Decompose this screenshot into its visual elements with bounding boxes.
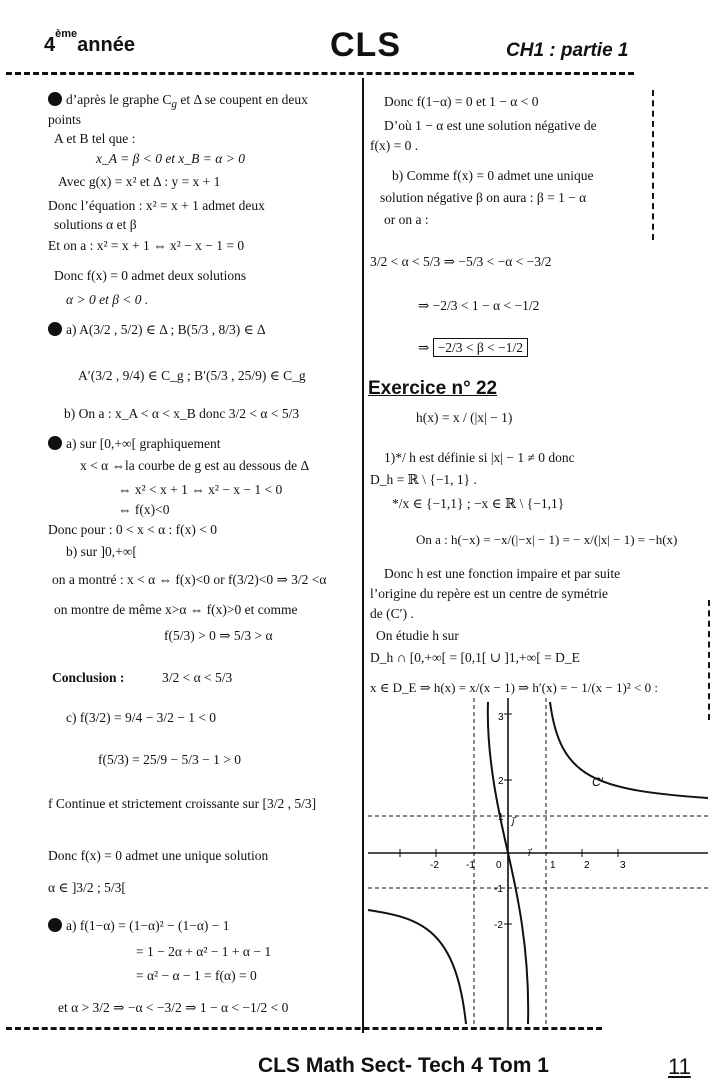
grade-label: 4èmeannée bbox=[44, 28, 135, 56]
math-line: D_h = ℝ \ {−1, 1} . bbox=[370, 472, 477, 487]
x-tick-label: -1 bbox=[466, 860, 475, 871]
math-line: On a : h(−x) = −x/(|−x| − 1) = − x/(|x| − 1) = −h(x) bbox=[416, 532, 678, 547]
text-line: on a montré : x < α ⇔ f(x)<0 or f(3/2)<0 ⇒ 3/2 <α bbox=[52, 572, 327, 587]
x-tick-label: -2 bbox=[430, 860, 439, 871]
text-line: b) sur ]0,+∞[ bbox=[66, 544, 137, 559]
math-line: D_h ∩ [0,+∞[ = [0,1[ ∪ ]1,+∞[ = D_E bbox=[370, 650, 580, 665]
top-divider bbox=[6, 72, 634, 75]
right-border-top bbox=[652, 90, 654, 240]
math-line: 3/2 < α < 5/3 bbox=[162, 670, 233, 685]
text-line: Avec g(x) = x² et Δ : y = x + 1 bbox=[58, 174, 221, 189]
math-line: x ∈ D_E ⇒ h(x) = x/(x − 1) ⇒ h′(x) = − 1/(x − 1)² < 0 : bbox=[370, 680, 658, 695]
curve-label: C′ bbox=[592, 775, 603, 789]
math-line: ⇒ −2/3 < β < −1/2 bbox=[418, 340, 528, 356]
text-line: a) sur [0,+∞[ graphiquement bbox=[48, 436, 220, 452]
math-line: x_A = β < 0 et x_B = α > 0 bbox=[96, 151, 245, 166]
text-line: points bbox=[48, 112, 82, 127]
text-line: a) A(3/2 , 5/2) ∈ Δ ; B(5/3 , 8/3) ∈ Δ bbox=[48, 322, 266, 338]
math-line: α > 0 et β < 0 . bbox=[66, 292, 149, 307]
math-line: f(5/3) > 0 ⇒ 5/3 > α bbox=[164, 628, 273, 643]
footer-title: CLS Math Sect- Tech 4 Tom 1 bbox=[258, 1054, 549, 1077]
math-line: ⇒ −2/3 < 1 − α < −1/2 bbox=[418, 298, 540, 313]
origin-label: 0 bbox=[496, 860, 502, 871]
text-line: x < α ⇔la courbe de g est au dessous de Δ bbox=[80, 458, 310, 473]
exercise-title: Exercice n° 22 bbox=[368, 378, 498, 399]
math-line: 3/2 < α < 5/3 ⇒ −5/3 < −α < −3/2 bbox=[370, 254, 552, 269]
text-line: b) Comme f(x) = 0 admet une unique bbox=[392, 168, 594, 183]
math-line: ⇔ f(x)<0 bbox=[118, 502, 170, 517]
text-line: de (C′) . bbox=[370, 606, 414, 621]
bullet-icon bbox=[48, 322, 62, 336]
text-line: A et B tel que : bbox=[54, 131, 136, 146]
math-line: α ∈ ]3/2 ; 5/3[ bbox=[48, 880, 126, 895]
text-line: Et on a : x² = x + 1 ⇔ x² − x − 1 = 0 bbox=[48, 238, 245, 253]
brand-title: CLS bbox=[330, 26, 401, 64]
math-line: f(5/3) = 25/9 − 5/3 − 1 > 0 bbox=[98, 752, 241, 767]
text-line: Donc l’équation : x² = x + 1 admet deux bbox=[48, 198, 265, 213]
text-line: 1)*/ h est définie si |x| − 1 ≠ 0 donc bbox=[384, 450, 575, 465]
page-number: 11 bbox=[668, 1054, 691, 1079]
y-tick-label: 2 bbox=[498, 776, 504, 787]
text-line: on montre de même x>α ⇔ f(x)>0 et comme bbox=[54, 602, 298, 617]
text-line: solution négative β on aura : β = 1 − α bbox=[380, 190, 587, 205]
text-line: D’où 1 − α est une solution négative de bbox=[384, 118, 597, 133]
text-line: l’origine du repère est un centre de symétrie bbox=[370, 586, 609, 601]
x-tick-label: 1 bbox=[550, 860, 556, 871]
math-line: ⇔ x² < x + 1 ⇔ x² − x − 1 < 0 bbox=[118, 482, 283, 497]
math-line: et α > 3/2 ⇒ −α < −3/2 ⇒ 1 − α < −1/2 < 0 bbox=[58, 1000, 289, 1015]
math-line: h(x) = x / (|x| − 1) bbox=[416, 410, 513, 425]
y-tick-label: 1 bbox=[498, 812, 504, 823]
i-vector-label: i⃗ bbox=[528, 848, 531, 859]
conclusion-label: Conclusion : bbox=[52, 670, 125, 685]
text-line: solutions α et β bbox=[54, 217, 137, 232]
bullet-icon bbox=[48, 436, 62, 450]
text-line: Donc pour : 0 < x < α : f(x) < 0 bbox=[48, 522, 218, 537]
chapter-label: CH1 : partie 1 bbox=[506, 40, 629, 61]
y-tick-label: 3 bbox=[498, 712, 504, 723]
j-vector-label: j⃗ bbox=[512, 816, 515, 827]
text-line: Donc h est une fonction impaire et par suite bbox=[384, 566, 621, 581]
math-line: = 1 − 2α + α² − 1 + α − 1 bbox=[136, 944, 272, 959]
text-line: Donc f(x) = 0 admet deux solutions bbox=[54, 268, 247, 283]
x-tick-label: 2 bbox=[584, 860, 590, 871]
text-line: d’après le graphe $C_g$ et Δ se coupent en deux bbox=[48, 92, 308, 112]
math-line: c) f(3/2) = 9/4 − 3/2 − 1 < 0 bbox=[66, 710, 217, 725]
curve-left-branch bbox=[368, 910, 466, 1024]
x-tick-label: 3 bbox=[620, 860, 626, 871]
math-line: = α² − α − 1 = f(α) = 0 bbox=[136, 968, 257, 983]
bullet-icon bbox=[48, 918, 62, 932]
function-graph bbox=[364, 698, 712, 1028]
text-line: f Continue et strictement croissante sur [3/2 , 5/3] bbox=[48, 796, 317, 811]
text-line: On étudie h sur bbox=[376, 628, 459, 643]
text-line: or on a : bbox=[384, 212, 429, 227]
boxed-result: −2/3 < β < −1/2 bbox=[433, 338, 528, 357]
bullet-icon bbox=[48, 92, 62, 106]
text-line: b) On a : x_A < α < x_B donc 3/2 < α < 5/3 bbox=[64, 406, 300, 421]
text-line: Donc f(x) = 0 admet une unique solution bbox=[48, 848, 269, 863]
text-line: a) f(1−α) = (1−α)² − (1−α) − 1 bbox=[48, 918, 230, 934]
text-line: Donc f(1−α) = 0 et 1 − α < 0 bbox=[384, 94, 539, 109]
y-tick-label: -2 bbox=[494, 920, 503, 931]
text-line: f(x) = 0 . bbox=[370, 138, 419, 153]
y-tick-label: -1 bbox=[494, 884, 503, 895]
curve-right-branch bbox=[550, 702, 708, 798]
math-line: */x ∈ {−1,1} ; −x ∈ ℝ \ {−1,1} bbox=[392, 496, 565, 511]
math-line: A′(3/2 , 9/4) ∈ C_g ; B′(5/3 , 25/9) ∈ C_g bbox=[78, 368, 306, 383]
